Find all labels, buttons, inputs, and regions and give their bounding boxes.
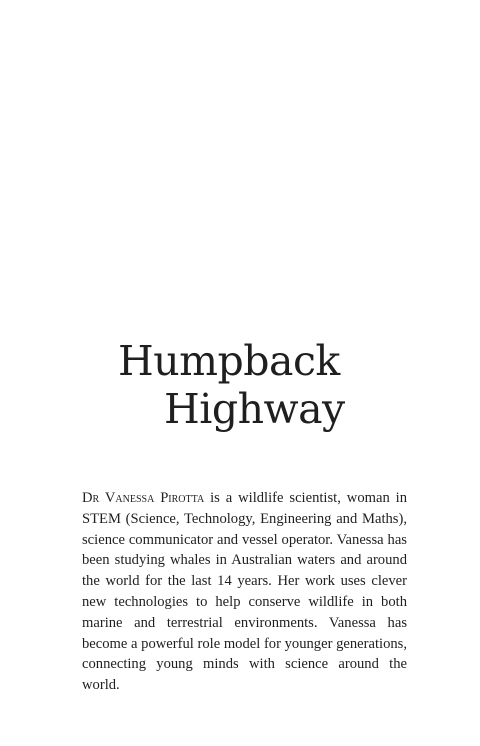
author-bio-text: is a wildlife scientist, woman in STEM (Science, Technology, Engineering and Maths), science communicator and vessel operator. Vanessa has been studying whales in Australian waters and around the world for the last 14 years. Her work uses clever new technologies to help conserve wildlife in both marine and terrestrial environments. Vanessa has become a powerful role model for younger generations, connecting young minds with science around the world. [82,490,407,694]
author-name: Dr Vanessa Pirotta [82,490,205,506]
title-line-2: Highway [164,385,345,433]
title-line-1: Humpback [118,337,340,385]
author-bio [82,488,407,696]
